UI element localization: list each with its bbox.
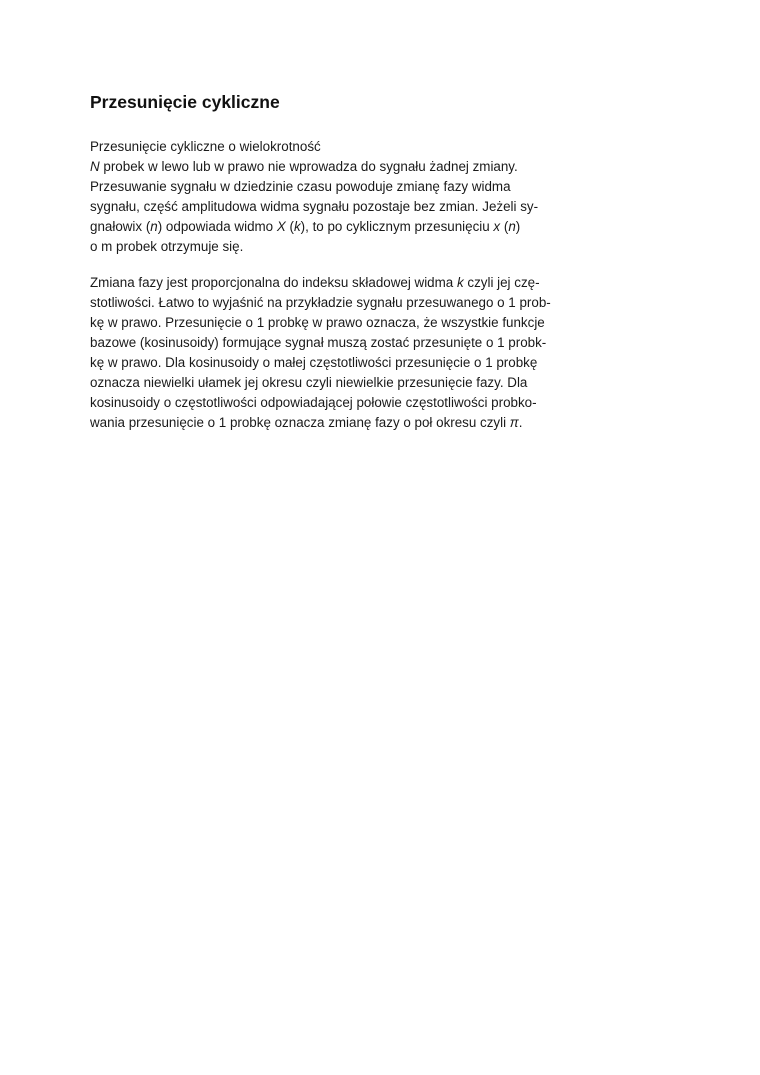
- variable-k: k: [293, 219, 301, 234]
- paragraph-2-line-8: [90, 413, 590, 433]
- text-run: ): [515, 219, 521, 234]
- paragraph-1-line-5: [90, 217, 590, 237]
- paragraph-2-line-2: stotliwości. Łatwo to wyjaśnić na przykładzie sygnału przesuwanego o 1 prob-: [90, 295, 551, 310]
- paragraph-1: [90, 137, 590, 257]
- document-page: [90, 90, 590, 449]
- pi-symbol: π: [509, 415, 519, 430]
- variable-x: x: [493, 219, 501, 234]
- paragraph-1-line-1: Przesunięcie cykliczne o wielokrotność: [90, 139, 321, 154]
- paragraph-1-line-2: [90, 157, 590, 177]
- paragraph-2-line-3: kę w prawo. Przesunięcie o 1 probkę w prawo oznacza, że wszystkie funkcje: [90, 315, 545, 330]
- text-run: Zmiana fazy jest proporcjonalna do indeksu składowej widma: [90, 275, 457, 290]
- paragraph-2: [90, 273, 590, 433]
- text-run: gnałowix (: [90, 219, 151, 234]
- paragraph-2-line-6: oznacza niewielki ułamek jej okresu czyli niewielkie przesunięcie fazy. Dla: [90, 375, 528, 390]
- text-run: .: [518, 415, 523, 430]
- paragraph-2-line-7: kosinusoidy o częstotliwości odpowiadającej połowie częstotliwości probko-: [90, 395, 537, 410]
- text-run: czyli jej czę-: [463, 275, 540, 290]
- text-run: probek w lewo lub w prawo nie wprowadza do sygnału żadnej zmiany.: [99, 159, 518, 174]
- text-run: wania przesunięcie o 1 probkę oznacza zmianę fazy o poł okresu czyli: [90, 415, 510, 430]
- text-run: ), to po cyklicznym przesunięciu: [300, 219, 494, 234]
- paragraph-2-line-1: [90, 273, 590, 293]
- paragraph-1-line-3: Przesuwanie sygnału w dziedzinie czasu powoduje zmianę fazy widma: [90, 179, 511, 194]
- variable-x-upper: X: [276, 219, 286, 234]
- paragraph-2-line-4: bazowe (kosinusoidy) formujące sygnał muszą zostać przesunięte o 1 probk-: [90, 335, 547, 350]
- variable-n: n: [150, 219, 158, 234]
- paragraph-1-line-4: sygnału, część amplitudowa widma sygnału pozostaje bez zmian. Jeżeli sy-: [90, 199, 539, 214]
- paragraph-2-line-5: kę w prawo. Dla kosinusoidy o małej częstotliwości przesunięcie o 1 probkę: [90, 355, 538, 370]
- paragraph-1-line-6: o m probek otrzymuje się.: [90, 239, 244, 254]
- variable-n: n: [508, 219, 516, 234]
- text-run: ) odpowiada widmo: [157, 219, 277, 234]
- variable-n: N: [90, 159, 100, 174]
- variable-k: k: [456, 275, 464, 290]
- text-run: (: [500, 219, 509, 234]
- text-run: (: [285, 219, 294, 234]
- page-title: Przesunięcie cykliczne: [90, 92, 280, 112]
